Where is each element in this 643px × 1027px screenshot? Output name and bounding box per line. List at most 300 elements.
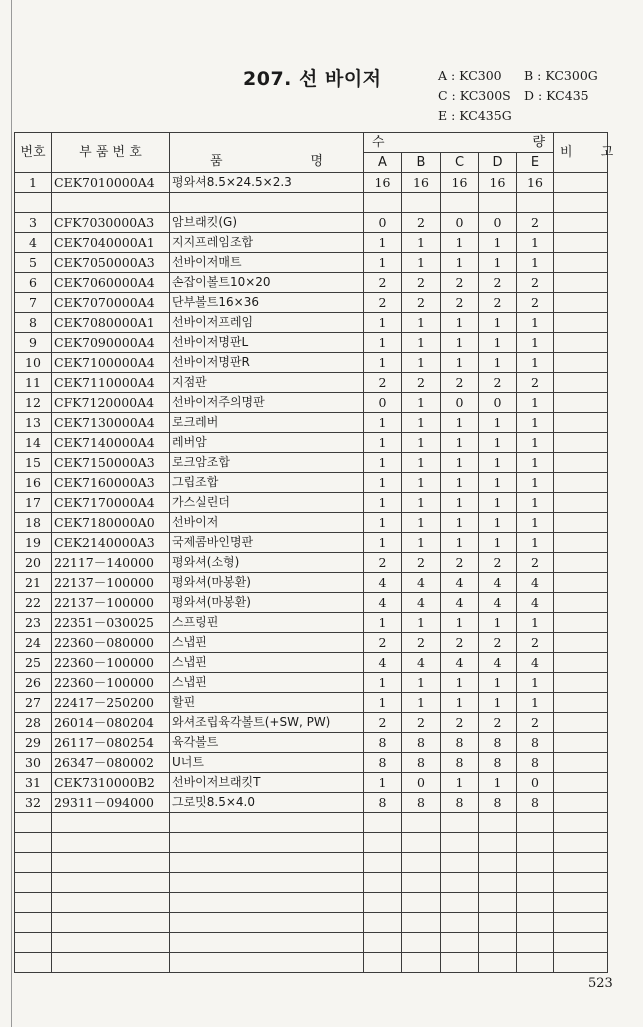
qty-a: 0 <box>364 393 402 413</box>
qty-b: 1 <box>402 313 441 333</box>
qty-e: 4 <box>517 573 554 593</box>
empty-cell <box>52 873 170 893</box>
table-row <box>15 653 608 673</box>
part-number: CEK7170000A4 <box>52 493 170 513</box>
table-row <box>15 313 608 333</box>
empty-cell <box>170 933 364 953</box>
table-row <box>15 413 608 433</box>
empty-cell <box>554 913 608 933</box>
qty-b: 1 <box>402 433 441 453</box>
table-row <box>15 173 608 193</box>
qty-a: 1 <box>364 673 402 693</box>
qty-a: 4 <box>364 653 402 673</box>
remarks-cell <box>554 693 608 713</box>
qty-b: 1 <box>402 693 441 713</box>
part-name: 평와셔8.5×24.5×2.3 <box>170 173 364 193</box>
empty-cell <box>517 873 554 893</box>
row-number: 21 <box>15 573 52 593</box>
row-number: 20 <box>15 553 52 573</box>
empty-row <box>15 813 608 833</box>
part-number <box>52 193 170 213</box>
part-number: CEK7100000A4 <box>52 353 170 373</box>
empty-cell <box>402 933 441 953</box>
remarks-cell <box>554 593 608 613</box>
part-number: CEK7140000A4 <box>52 433 170 453</box>
empty-cell <box>517 833 554 853</box>
qty-e: 2 <box>517 633 554 653</box>
qty-c: 4 <box>441 593 479 613</box>
part-name: 할핀 <box>170 693 364 713</box>
qty-b <box>402 193 441 213</box>
part-number: CEK7090000A4 <box>52 333 170 353</box>
table-row <box>15 193 608 213</box>
remarks-cell <box>554 373 608 393</box>
part-name: 선바이저브래킷T <box>170 773 364 793</box>
empty-cell <box>52 913 170 933</box>
header-name-1: 품 <box>210 153 223 169</box>
qty-e: 1 <box>517 333 554 353</box>
remarks-cell <box>554 433 608 453</box>
row-number: 5 <box>15 253 52 273</box>
row-number: 9 <box>15 333 52 353</box>
remarks-cell <box>554 673 608 693</box>
row-number: 1 <box>15 173 52 193</box>
table-row <box>15 333 608 353</box>
qty-e: 1 <box>517 613 554 633</box>
empty-cell <box>52 833 170 853</box>
empty-cell <box>402 813 441 833</box>
qty-d: 1 <box>479 233 517 253</box>
header-qty-2: 량 <box>532 135 545 150</box>
empty-cell <box>402 873 441 893</box>
qty-a: 16 <box>364 173 402 193</box>
remarks-cell <box>554 193 608 213</box>
qty-d: 8 <box>479 733 517 753</box>
part-number: 22137－100000 <box>52 593 170 613</box>
part-name: 스냅핀 <box>170 653 364 673</box>
qty-a: 1 <box>364 513 402 533</box>
qty-b: 1 <box>402 353 441 373</box>
row-number: 22 <box>15 593 52 613</box>
qty-b: 1 <box>402 613 441 633</box>
part-name: 지지프레임조합 <box>170 233 364 253</box>
model-c: C : KC300S <box>438 88 511 103</box>
remarks-cell <box>554 573 608 593</box>
empty-cell <box>15 893 52 913</box>
remarks-cell <box>554 633 608 653</box>
qty-b: 0 <box>402 773 441 793</box>
model-e: E : KC435G <box>438 108 512 123</box>
table-row <box>15 513 608 533</box>
part-number: 22117－140000 <box>52 553 170 573</box>
table-row <box>15 213 608 233</box>
qty-e: 16 <box>517 173 554 193</box>
empty-cell <box>402 853 441 873</box>
empty-cell <box>170 893 364 913</box>
part-name: 레버암 <box>170 433 364 453</box>
row-number: 11 <box>15 373 52 393</box>
remarks-cell <box>554 613 608 633</box>
empty-cell <box>441 853 479 873</box>
qty-c: 1 <box>441 673 479 693</box>
empty-cell <box>364 833 402 853</box>
qty-d: 1 <box>479 613 517 633</box>
empty-cell <box>15 853 52 873</box>
part-name: 평와셔(마봉환) <box>170 573 364 593</box>
qty-d: 2 <box>479 293 517 313</box>
qty-d <box>479 193 517 213</box>
part-number: CEK2140000A3 <box>52 533 170 553</box>
qty-d: 1 <box>479 513 517 533</box>
qty-a: 1 <box>364 473 402 493</box>
header-col-c: C <box>441 153 479 173</box>
remarks-cell <box>554 333 608 353</box>
part-name: 선바이저주의명판 <box>170 393 364 413</box>
row-number: 7 <box>15 293 52 313</box>
table-row <box>15 533 608 553</box>
qty-a: 4 <box>364 593 402 613</box>
part-name: 암브래킷(G) <box>170 213 364 233</box>
header-part-no: 부 품 번 호 <box>52 133 170 173</box>
qty-c: 8 <box>441 733 479 753</box>
qty-b: 8 <box>402 733 441 753</box>
qty-a: 8 <box>364 753 402 773</box>
empty-cell <box>15 873 52 893</box>
qty-e: 2 <box>517 713 554 733</box>
empty-cell <box>364 873 402 893</box>
empty-cell <box>554 953 608 973</box>
qty-c: 1 <box>441 253 479 273</box>
table-row <box>15 473 608 493</box>
remarks-cell <box>554 793 608 813</box>
qty-c: 16 <box>441 173 479 193</box>
part-name: 육각볼트 <box>170 733 364 753</box>
qty-a: 1 <box>364 413 402 433</box>
qty-e: 1 <box>517 453 554 473</box>
part-name: 선바이저 <box>170 513 364 533</box>
qty-a: 1 <box>364 613 402 633</box>
qty-e: 1 <box>517 313 554 333</box>
empty-cell <box>170 913 364 933</box>
qty-d: 0 <box>479 213 517 233</box>
row-number: 29 <box>15 733 52 753</box>
part-name: 스프링핀 <box>170 613 364 633</box>
part-number: 26014－080204 <box>52 713 170 733</box>
part-name: U너트 <box>170 753 364 773</box>
table-row <box>15 693 608 713</box>
table-row <box>15 293 608 313</box>
qty-b: 1 <box>402 333 441 353</box>
page-title: 207. 선 바이저 <box>243 68 382 90</box>
qty-d: 1 <box>479 773 517 793</box>
qty-d: 2 <box>479 713 517 733</box>
qty-a: 2 <box>364 293 402 313</box>
qty-a: 2 <box>364 633 402 653</box>
qty-a: 8 <box>364 733 402 753</box>
row-number: 26 <box>15 673 52 693</box>
empty-row <box>15 953 608 973</box>
remarks-cell <box>554 773 608 793</box>
empty-cell <box>170 953 364 973</box>
remarks-cell <box>554 353 608 373</box>
qty-a: 1 <box>364 453 402 473</box>
part-name: 그립조합 <box>170 473 364 493</box>
page-number: 523 <box>588 976 613 991</box>
qty-d: 1 <box>479 313 517 333</box>
qty-a: 2 <box>364 553 402 573</box>
qty-d: 8 <box>479 793 517 813</box>
qty-b: 1 <box>402 393 441 413</box>
qty-a: 1 <box>364 353 402 373</box>
header-name <box>170 133 364 173</box>
row-number: 8 <box>15 313 52 333</box>
qty-c: 1 <box>441 453 479 473</box>
empty-cell <box>554 813 608 833</box>
qty-c: 1 <box>441 353 479 373</box>
row-number: 25 <box>15 653 52 673</box>
header-qty <box>364 133 554 153</box>
part-name: 스냅핀 <box>170 633 364 653</box>
qty-e: 8 <box>517 733 554 753</box>
part-name: 지점판 <box>170 373 364 393</box>
qty-d: 2 <box>479 553 517 573</box>
part-number: CEK7010000A4 <box>52 173 170 193</box>
part-number: 22351－030025 <box>52 613 170 633</box>
row-number: 24 <box>15 633 52 653</box>
part-name: 그로밋8.5×4.0 <box>170 793 364 813</box>
qty-d: 1 <box>479 473 517 493</box>
row-number: 32 <box>15 793 52 813</box>
qty-c: 2 <box>441 293 479 313</box>
qty-b: 1 <box>402 673 441 693</box>
table-row <box>15 793 608 813</box>
qty-c: 1 <box>441 413 479 433</box>
qty-e: 4 <box>517 593 554 613</box>
qty-d: 1 <box>479 433 517 453</box>
empty-cell <box>479 853 517 873</box>
qty-c: 1 <box>441 773 479 793</box>
qty-e: 1 <box>517 393 554 413</box>
empty-cell <box>441 933 479 953</box>
empty-row <box>15 833 608 853</box>
table-row <box>15 393 608 413</box>
qty-e: 1 <box>517 413 554 433</box>
empty-cell <box>15 933 52 953</box>
empty-cell <box>402 913 441 933</box>
remarks-cell <box>554 753 608 773</box>
empty-row <box>15 853 608 873</box>
qty-b: 1 <box>402 453 441 473</box>
header-qty-1: 수 <box>372 135 385 150</box>
qty-c: 4 <box>441 653 479 673</box>
empty-cell <box>52 853 170 873</box>
qty-a: 2 <box>364 373 402 393</box>
qty-c: 2 <box>441 633 479 653</box>
qty-c: 1 <box>441 433 479 453</box>
qty-b: 2 <box>402 293 441 313</box>
row-number: 4 <box>15 233 52 253</box>
qty-d: 1 <box>479 453 517 473</box>
empty-cell <box>517 893 554 913</box>
qty-c: 2 <box>441 553 479 573</box>
empty-cell <box>364 853 402 873</box>
qty-d: 4 <box>479 573 517 593</box>
row-number: 12 <box>15 393 52 413</box>
empty-cell <box>554 873 608 893</box>
empty-row <box>15 873 608 893</box>
row-number: 31 <box>15 773 52 793</box>
row-number: 14 <box>15 433 52 453</box>
qty-a: 1 <box>364 693 402 713</box>
table-row <box>15 273 608 293</box>
qty-b: 1 <box>402 233 441 253</box>
qty-c: 1 <box>441 233 479 253</box>
empty-cell <box>52 953 170 973</box>
remarks-cell <box>554 273 608 293</box>
empty-cell <box>554 933 608 953</box>
row-number: 28 <box>15 713 52 733</box>
header-col-b: B <box>402 153 441 173</box>
empty-cell <box>364 813 402 833</box>
qty-e: 8 <box>517 793 554 813</box>
empty-cell <box>517 853 554 873</box>
part-name: 로크레버 <box>170 413 364 433</box>
part-name: 선바이저프레임 <box>170 313 364 333</box>
qty-b: 4 <box>402 573 441 593</box>
qty-c: 1 <box>441 693 479 713</box>
part-number: CFK7120000A4 <box>52 393 170 413</box>
qty-e: 1 <box>517 433 554 453</box>
qty-a: 0 <box>364 213 402 233</box>
part-name: 평와셔(소형) <box>170 553 364 573</box>
qty-e: 1 <box>517 693 554 713</box>
qty-e: 2 <box>517 273 554 293</box>
table-row <box>15 553 608 573</box>
empty-cell <box>479 933 517 953</box>
empty-cell <box>402 893 441 913</box>
empty-cell <box>479 813 517 833</box>
empty-row <box>15 893 608 913</box>
empty-cell <box>52 893 170 913</box>
qty-e: 1 <box>517 533 554 553</box>
row-number: 10 <box>15 353 52 373</box>
qty-a: 1 <box>364 533 402 553</box>
qty-a: 1 <box>364 253 402 273</box>
part-number: CEK7130000A4 <box>52 413 170 433</box>
remarks-cell <box>554 493 608 513</box>
qty-c: 1 <box>441 493 479 513</box>
part-name: 와셔조립육각볼트(+SW, PW) <box>170 713 364 733</box>
qty-c: 1 <box>441 313 479 333</box>
row-number: 23 <box>15 613 52 633</box>
qty-c: 0 <box>441 213 479 233</box>
qty-d: 1 <box>479 493 517 513</box>
empty-cell <box>517 933 554 953</box>
table-row <box>15 573 608 593</box>
empty-cell <box>441 833 479 853</box>
remarks-cell <box>554 533 608 553</box>
qty-b: 2 <box>402 273 441 293</box>
table-row <box>15 453 608 473</box>
parts-table <box>14 132 626 973</box>
remarks-cell <box>554 653 608 673</box>
table-row <box>15 353 608 373</box>
qty-a: 8 <box>364 793 402 813</box>
qty-b: 4 <box>402 593 441 613</box>
qty-d: 1 <box>479 333 517 353</box>
qty-c: 1 <box>441 533 479 553</box>
qty-a <box>364 193 402 213</box>
row-number: 30 <box>15 753 52 773</box>
part-number: CFK7030000A3 <box>52 213 170 233</box>
binding-margin-line <box>11 0 12 1027</box>
remarks-cell <box>554 513 608 533</box>
row-number: 17 <box>15 493 52 513</box>
model-d: D : KC435 <box>524 88 589 103</box>
header-col-a: A <box>364 153 402 173</box>
part-number: CEK7160000A3 <box>52 473 170 493</box>
part-name: 손잡이볼트10×20 <box>170 273 364 293</box>
part-number: CEK7310000B2 <box>52 773 170 793</box>
part-number: 29311－094000 <box>52 793 170 813</box>
empty-cell <box>364 893 402 913</box>
qty-b: 2 <box>402 713 441 733</box>
qty-e: 1 <box>517 673 554 693</box>
part-name: 가스실린더 <box>170 493 364 513</box>
empty-cell <box>517 953 554 973</box>
qty-b: 2 <box>402 633 441 653</box>
qty-d: 4 <box>479 593 517 613</box>
qty-c: 1 <box>441 473 479 493</box>
empty-cell <box>402 833 441 853</box>
empty-cell <box>15 913 52 933</box>
table-row <box>15 733 608 753</box>
row-number: 18 <box>15 513 52 533</box>
empty-cell <box>441 953 479 973</box>
qty-b: 1 <box>402 413 441 433</box>
remarks-cell <box>554 713 608 733</box>
qty-b: 2 <box>402 553 441 573</box>
empty-cell <box>402 953 441 973</box>
qty-c: 2 <box>441 373 479 393</box>
row-number: 3 <box>15 213 52 233</box>
qty-e: 2 <box>517 293 554 313</box>
part-number: CEK7070000A4 <box>52 293 170 313</box>
qty-a: 4 <box>364 573 402 593</box>
part-number: CEK7080000A1 <box>52 313 170 333</box>
remarks-cell <box>554 553 608 573</box>
empty-row <box>15 933 608 953</box>
empty-cell <box>517 913 554 933</box>
table-row <box>15 493 608 513</box>
table-row <box>15 673 608 693</box>
table-row <box>15 433 608 453</box>
qty-a: 1 <box>364 773 402 793</box>
qty-d: 16 <box>479 173 517 193</box>
remarks-cell <box>554 473 608 493</box>
header-name-2: 명 <box>310 153 323 169</box>
part-name: 평와셔(마봉환) <box>170 593 364 613</box>
row-number <box>15 193 52 213</box>
qty-d: 1 <box>479 533 517 553</box>
part-number: 22417－250200 <box>52 693 170 713</box>
qty-e <box>517 193 554 213</box>
part-number: CEK7050000A3 <box>52 253 170 273</box>
empty-cell <box>364 953 402 973</box>
row-number: 16 <box>15 473 52 493</box>
qty-b: 2 <box>402 213 441 233</box>
header-no: 번호 <box>15 133 52 173</box>
